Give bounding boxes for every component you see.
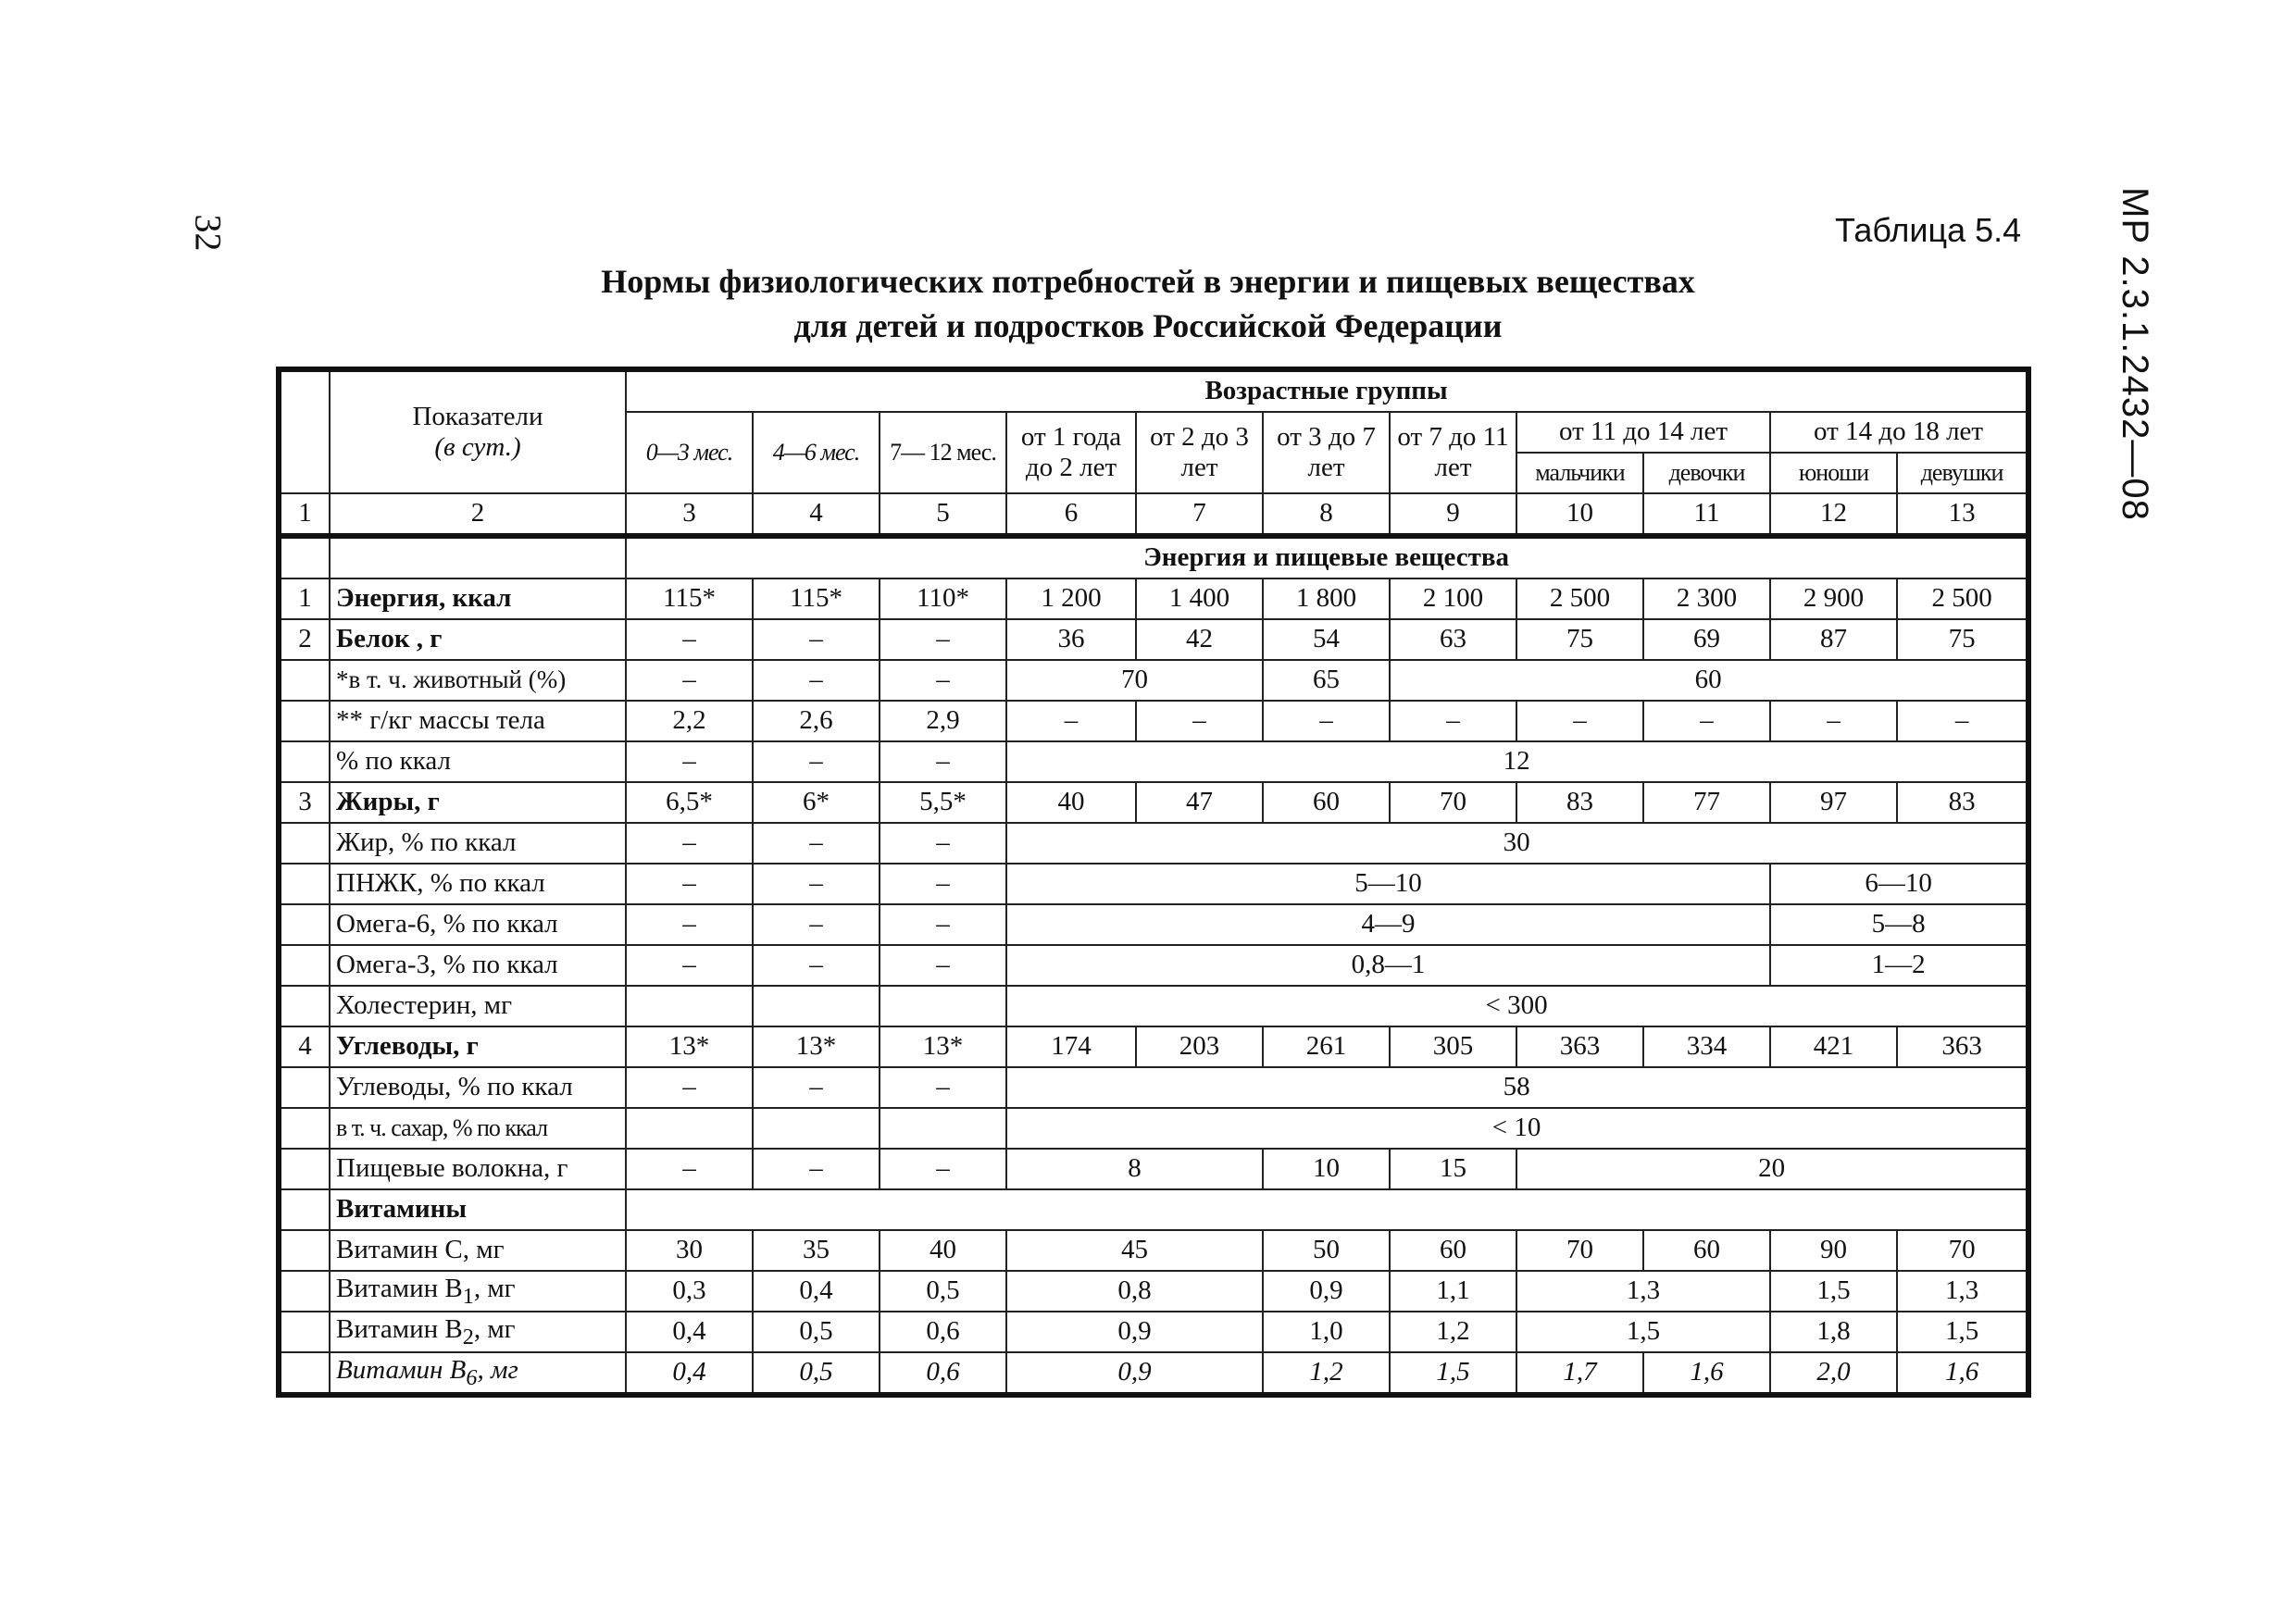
cell-value: –: [753, 619, 880, 660]
row-number: 3: [279, 782, 330, 823]
cell-value: –: [1643, 701, 1770, 741]
cell-value: –: [753, 741, 880, 782]
header-row-1: [279, 369, 2028, 412]
table-row: [279, 1067, 2028, 1108]
col-number: 8: [1263, 493, 1390, 536]
cell-value: 0,6: [880, 1352, 1006, 1395]
cell-value: 1,2: [1390, 1312, 1516, 1352]
cell-value: 1 800: [1263, 578, 1390, 619]
cell-value: –: [880, 904, 1006, 945]
cell-value: 1,7: [1516, 1352, 1643, 1395]
cell-value: 70: [1390, 782, 1516, 823]
cell-value: 13*: [626, 1026, 753, 1067]
cell-value: 5—10: [1006, 864, 1770, 904]
cell-value: –: [626, 823, 753, 864]
cell-value: 1,2: [1263, 1352, 1390, 1395]
col-number: 1: [279, 493, 330, 536]
row-number: [279, 945, 330, 986]
cell-value: –: [753, 823, 880, 864]
cell-value: 15: [1390, 1149, 1516, 1189]
cell-value: –: [880, 741, 1006, 782]
cell-value: 1,8: [1770, 1312, 1897, 1352]
cell-value: 42: [1136, 619, 1263, 660]
age-groups-header: Возрастные группы: [626, 369, 2028, 412]
row-number: [279, 1230, 330, 1271]
cell-value: 69: [1643, 619, 1770, 660]
row-number: [279, 1312, 330, 1352]
cell-value: 97: [1770, 782, 1897, 823]
cell-value: 0,6: [880, 1312, 1006, 1352]
cell-value: –: [880, 823, 1006, 864]
cell-value: 75: [1897, 619, 2028, 660]
cell-value: 2,2: [626, 701, 753, 741]
cell-value: 0,5: [753, 1352, 880, 1395]
row-label: Витамин С, мг: [330, 1230, 626, 1271]
col-header-0-3m: 0—3 мес.: [626, 412, 753, 493]
row-number: [279, 1189, 330, 1230]
cell-value: 1,3: [1897, 1271, 2028, 1312]
col-number: 3: [626, 493, 753, 536]
cell-value: 261: [1263, 1026, 1390, 1067]
row-number: [279, 986, 330, 1026]
row-label: *в т. ч. животный (%): [330, 660, 626, 701]
row-number: [279, 660, 330, 701]
row-label: Углеводы, % по ккал: [330, 1067, 626, 1108]
row-number: 1: [279, 578, 330, 619]
table-row: [279, 741, 2028, 782]
cell-value: 5—8: [1770, 904, 2028, 945]
cell-value: –: [753, 864, 880, 904]
cell-value: < 10: [1006, 1108, 2028, 1149]
col-header-girls-teen: девушки: [1897, 453, 2028, 493]
cell-value: 2 100: [1390, 578, 1516, 619]
cell-value: –: [880, 619, 1006, 660]
cell-value: –: [880, 945, 1006, 986]
row-label: [330, 1312, 626, 1352]
cell-value: 83: [1516, 782, 1643, 823]
col-number: 11: [1643, 493, 1770, 536]
page-number: 32: [187, 214, 230, 252]
col-number: 9: [1390, 493, 1516, 536]
col-number: 4: [753, 493, 880, 536]
param-header-unit: (в сут.): [434, 432, 521, 462]
cell-value: 174: [1006, 1026, 1136, 1067]
row-number: [279, 1271, 330, 1312]
cell-value: 35: [753, 1230, 880, 1271]
cell-value: –: [753, 1149, 880, 1189]
cell-value: 65: [1263, 660, 1390, 701]
cell-value: 363: [1516, 1026, 1643, 1067]
cell-value: –: [753, 1067, 880, 1108]
cell-value: 0,8: [1006, 1271, 1263, 1312]
cell-value: –: [626, 904, 753, 945]
row-number: [279, 1352, 330, 1395]
cell-value: 83: [1897, 782, 2028, 823]
cell-value: 70: [1516, 1230, 1643, 1271]
row-label-unit: , мг: [473, 1313, 516, 1344]
row-label: Омега-3, % по ккал: [330, 945, 626, 986]
cell-value: –: [626, 741, 753, 782]
cell-value: –: [626, 1067, 753, 1108]
cell-value: 40: [880, 1230, 1006, 1271]
cell-value: 47: [1136, 782, 1263, 823]
table-row: [279, 1352, 2028, 1395]
cell-value: 0,9: [1263, 1271, 1390, 1312]
cell-value: 2,6: [753, 701, 880, 741]
cell-value: 0,5: [880, 1271, 1006, 1312]
row-number: 4: [279, 1026, 330, 1067]
table-row: [279, 823, 2028, 864]
section-row-energy: [279, 536, 2028, 578]
col-number: 5: [880, 493, 1006, 536]
table-label: Таблица 5.4: [1835, 211, 2022, 249]
table-row: [279, 1026, 2028, 1067]
row-label: [330, 1271, 626, 1312]
cell-value: < 300: [1006, 986, 2028, 1026]
table-row: [279, 782, 2028, 823]
section-title-energy: Энергия и пищевые вещества: [626, 536, 2028, 578]
cell-value: 1,5: [1897, 1312, 2028, 1352]
row-label-unit: , мг: [473, 1273, 516, 1303]
col-header-7-11y: от 7 до 11 лет: [1390, 412, 1516, 493]
col-header-14-18y: от 14 до 18 лет: [1770, 412, 2028, 453]
cell-value: 13*: [880, 1026, 1006, 1067]
row-number: [279, 864, 330, 904]
cell-value: –: [880, 864, 1006, 904]
row-label-text: Витамин В: [336, 1273, 463, 1303]
cell-value: 70: [1006, 660, 1263, 701]
cell-value: 77: [1643, 782, 1770, 823]
cell-value: –: [1390, 701, 1516, 741]
cell-value: [880, 986, 1006, 1026]
row-number: [279, 1149, 330, 1189]
row-label-text: Витамин В: [336, 1313, 463, 1344]
cell-value: –: [880, 1149, 1006, 1189]
cell-value: 50: [1263, 1230, 1390, 1271]
cell-value: 0,5: [753, 1312, 880, 1352]
section-row-vitamins: [279, 1189, 2028, 1230]
col-header-11-14y: от 11 до 14 лет: [1516, 412, 1770, 453]
param-header-label: Показатели: [412, 401, 543, 431]
row-label: [330, 1352, 626, 1395]
col-header-3-7y: от 3 до 7 лет: [1263, 412, 1390, 493]
col-header-1-2y: от 1 года до 2 лет: [1006, 412, 1136, 493]
row-label: % по ккал: [330, 741, 626, 782]
table-row: [279, 1312, 2028, 1352]
cell-value: 1,5: [1770, 1271, 1897, 1312]
cell-value: –: [1897, 701, 2028, 741]
cell-value: 2 500: [1516, 578, 1643, 619]
col-header-2-3y: от 2 до 3 лет: [1136, 412, 1263, 493]
row-number: [279, 823, 330, 864]
cell-value: –: [626, 864, 753, 904]
cell-value: 13*: [753, 1026, 880, 1067]
row-label: Углеводы, г: [330, 1026, 626, 1067]
cell-value: 2,0: [1770, 1352, 1897, 1395]
cell-value: 305: [1390, 1026, 1516, 1067]
cell-value: –: [1263, 701, 1390, 741]
cell-value: 60: [1390, 1230, 1516, 1271]
cell-value: 4—9: [1006, 904, 1770, 945]
cell-value: 1 200: [1006, 578, 1136, 619]
blank-cell: [279, 536, 330, 578]
row-number: [279, 701, 330, 741]
cell-value: 1,5: [1516, 1312, 1770, 1352]
cell-value: –: [753, 904, 880, 945]
cell-value: –: [626, 619, 753, 660]
col-number: 2: [330, 493, 626, 536]
cell-value: 0,3: [626, 1271, 753, 1312]
table-row: [279, 1108, 2028, 1149]
cell-value: [880, 1108, 1006, 1149]
cell-value: 1,6: [1643, 1352, 1770, 1395]
cell-value: 63: [1390, 619, 1516, 660]
cell-value: [753, 1108, 880, 1149]
cell-value: 75: [1516, 619, 1643, 660]
table-row: [279, 701, 2028, 741]
col-header-4-6m: 4—6 мес.: [753, 412, 880, 493]
cell-value: 8: [1006, 1149, 1263, 1189]
row-label-subscript: 1: [462, 1283, 474, 1309]
cell-value: 1,1: [1390, 1271, 1516, 1312]
cell-value: 6—10: [1770, 864, 2028, 904]
cell-value: 0,4: [753, 1271, 880, 1312]
cell-value: 363: [1897, 1026, 2028, 1067]
row-label-subscript: 6: [466, 1364, 478, 1390]
row-number: [279, 741, 330, 782]
row-label: Холестерин, мг: [330, 986, 626, 1026]
row-label: в т. ч. сахар, % по ккал: [330, 1108, 626, 1149]
col-number: 7: [1136, 493, 1263, 536]
cell-value: 30: [1006, 823, 2028, 864]
table-row: [279, 986, 2028, 1026]
table-row: [279, 1149, 2028, 1189]
blank-cell: [330, 536, 626, 578]
norms-table: [276, 367, 2031, 1398]
section-title-vitamins: Витамины: [330, 1189, 626, 1230]
cell-value: 60: [1390, 660, 2028, 701]
cell-value: 2 900: [1770, 578, 1897, 619]
cell-value: 0,4: [626, 1312, 753, 1352]
cell-value: 1—2: [1770, 945, 2028, 986]
cell-value: 30: [626, 1230, 753, 1271]
cell-value: –: [880, 660, 1006, 701]
table-row: [279, 660, 2028, 701]
row-number: [279, 904, 330, 945]
cell-value: –: [626, 1149, 753, 1189]
row-label-unit: , мг: [477, 1354, 518, 1385]
cell-value: 0,8—1: [1006, 945, 1770, 986]
row-label-subscript: 2: [462, 1324, 474, 1350]
table-row: [279, 578, 2028, 619]
cell-value: 0,9: [1006, 1312, 1263, 1352]
cell-value: 36: [1006, 619, 1136, 660]
row-label: Омега-6, % по ккал: [330, 904, 626, 945]
cell-value: 421: [1770, 1026, 1897, 1067]
cell-value: –: [753, 945, 880, 986]
blank-cell: [626, 1189, 2028, 1230]
table-row: [279, 619, 2028, 660]
col-header-boys: мальчики: [1516, 453, 1643, 493]
column-number-row: [279, 493, 2028, 536]
row-label: Пищевые волокна, г: [330, 1149, 626, 1189]
row-label: ПНЖК, % по ккал: [330, 864, 626, 904]
cell-value: –: [753, 660, 880, 701]
table-row: [279, 1230, 2028, 1271]
cell-value: –: [880, 1067, 1006, 1108]
param-header: [330, 369, 626, 493]
cell-value: 2 300: [1643, 578, 1770, 619]
row-label: Белок , г: [330, 619, 626, 660]
cell-value: 6,5*: [626, 782, 753, 823]
row-number: [279, 1108, 330, 1149]
cell-value: 0,9: [1006, 1352, 1263, 1395]
col-number: 13: [1897, 493, 2028, 536]
cell-value: 1,0: [1263, 1312, 1390, 1352]
cell-value: 115*: [626, 578, 753, 619]
cell-value: [753, 986, 880, 1026]
table-row: [279, 904, 2028, 945]
cell-value: 10: [1263, 1149, 1390, 1189]
cell-value: 58: [1006, 1067, 2028, 1108]
cell-value: –: [1770, 701, 1897, 741]
row-label: ** г/кг массы тела: [330, 701, 626, 741]
cell-value: 1,3: [1516, 1271, 1770, 1312]
cell-value: 40: [1006, 782, 1136, 823]
cell-value: 90: [1770, 1230, 1897, 1271]
cell-value: 110*: [880, 578, 1006, 619]
cell-value: 5,5*: [880, 782, 1006, 823]
cell-value: [626, 986, 753, 1026]
col-number: 6: [1006, 493, 1136, 536]
col-header-youths: юноши: [1770, 453, 1897, 493]
row-number: [279, 1067, 330, 1108]
cell-value: [626, 1108, 753, 1149]
cell-value: 60: [1643, 1230, 1770, 1271]
cell-value: 1,5: [1390, 1352, 1516, 1395]
cell-value: 203: [1136, 1026, 1263, 1067]
row-number: 2: [279, 619, 330, 660]
cell-value: 6*: [753, 782, 880, 823]
cell-value: 60: [1263, 782, 1390, 823]
row-label: Энергия, ккал: [330, 578, 626, 619]
cell-value: 2 500: [1897, 578, 2028, 619]
cell-value: 115*: [753, 578, 880, 619]
table-row: [279, 864, 2028, 904]
cell-value: 1 400: [1136, 578, 1263, 619]
table-row: [279, 945, 2028, 986]
cell-value: 12: [1006, 741, 2028, 782]
cell-value: –: [626, 660, 753, 701]
col-number: 10: [1516, 493, 1643, 536]
header-blank-cell: [279, 369, 330, 493]
cell-value: 70: [1897, 1230, 2028, 1271]
cell-value: 45: [1006, 1230, 1263, 1271]
row-label: Жир, % по ккал: [330, 823, 626, 864]
col-number: 12: [1770, 493, 1897, 536]
col-header-girls: девочки: [1643, 453, 1770, 493]
cell-value: –: [1006, 701, 1136, 741]
cell-value: 20: [1516, 1149, 2028, 1189]
document-code: МР 2.3.1.2432—08: [2114, 187, 2155, 521]
col-header-7-12m: 7— 12 мес.: [880, 412, 1006, 493]
table-title-line-2: для детей и подростков Российской Федерации: [793, 307, 1503, 344]
cell-value: 334: [1643, 1026, 1770, 1067]
table-title-line-1: Нормы физиологических потребностей в энергии и пищевых веществах: [601, 263, 1695, 300]
cell-value: –: [626, 945, 753, 986]
cell-value: 54: [1263, 619, 1390, 660]
table-row: [279, 1271, 2028, 1312]
cell-value: 0,4: [626, 1352, 753, 1395]
row-label-text: Витамин В: [336, 1354, 467, 1385]
cell-value: –: [1516, 701, 1643, 741]
cell-value: 1,6: [1897, 1352, 2028, 1395]
cell-value: –: [1136, 701, 1263, 741]
cell-value: 2,9: [880, 701, 1006, 741]
cell-value: 87: [1770, 619, 1897, 660]
row-label: Жиры, г: [330, 782, 626, 823]
